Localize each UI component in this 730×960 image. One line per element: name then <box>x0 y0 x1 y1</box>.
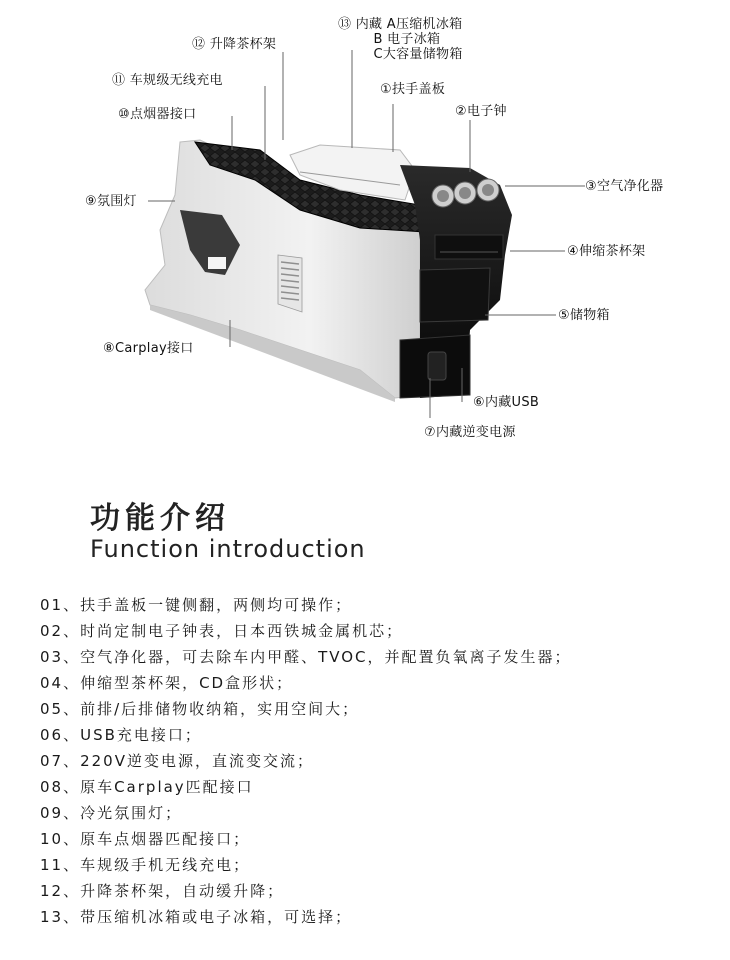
feature-item: 05、前排/后排储物收纳箱，实用空间大； <box>40 700 360 718</box>
feature-item: 02、时尚定制电子钟表，日本西铁城金属机芯； <box>40 622 404 640</box>
section-title-chinese: 功能介绍 <box>90 501 230 536</box>
feature-item: 09、冷光氛围灯； <box>40 804 183 822</box>
feature-item: 13、带压缩机冰箱或电子冰箱，可选择； <box>40 908 353 926</box>
feature-item: 03、空气净化器，可去除车内甲醛、TVOC，并配置负氧离子发生器； <box>40 648 572 666</box>
callout-cigarette-lighter: ⑩点烟器接口 <box>118 107 197 122</box>
callout-built-in-usb: ⑥内藏USB <box>473 395 540 410</box>
callout-wireless-charging: ⑪ 车规级无线充电 <box>112 73 223 88</box>
section-title-english: Function introduction <box>90 535 366 563</box>
feature-item: 07、220V逆变电源，直流变交流； <box>40 752 314 770</box>
callout-storage-box: ⑤储物箱 <box>558 308 610 323</box>
feature-list <box>40 592 572 930</box>
feature-item: 11、车规级手机无线充电； <box>40 856 251 874</box>
callout-air-purifier: ③空气净化器 <box>585 179 664 194</box>
callout-armrest-cover: ①扶手盖板 <box>380 82 446 97</box>
feature-item: 12、升降茶杯架，自动缓升降； <box>40 882 285 900</box>
feature-item: 06、USB充电接口； <box>40 726 202 744</box>
feature-item: 01、扶手盖板一键侧翻，两侧均可操作； <box>40 596 353 614</box>
callout-electronic-clock: ②电子钟 <box>455 104 507 119</box>
callout-ambient-light: ⑨氛围灯 <box>85 194 137 209</box>
feature-item: 08、原车Carplay匹配接口 <box>40 778 254 796</box>
callout-carplay-port: ⑧Carplay接口 <box>103 341 194 356</box>
callout-lifting-cup-holder: ⑫ 升降茶杯架 <box>192 37 277 52</box>
callout-power-inverter: ⑦内藏逆变电源 <box>424 425 516 440</box>
feature-item: 04、伸缩型茶杯架，CD盒形状； <box>40 674 294 692</box>
feature-item: 10、原车点烟器匹配接口； <box>40 830 251 848</box>
callout-retractable-cup-holder: ④伸缩茶杯架 <box>567 244 646 259</box>
callout-built-in-fridge: ⑬ 内藏 A压缩机冰箱 B 电子冰箱 C大容量储物箱 <box>338 17 463 62</box>
